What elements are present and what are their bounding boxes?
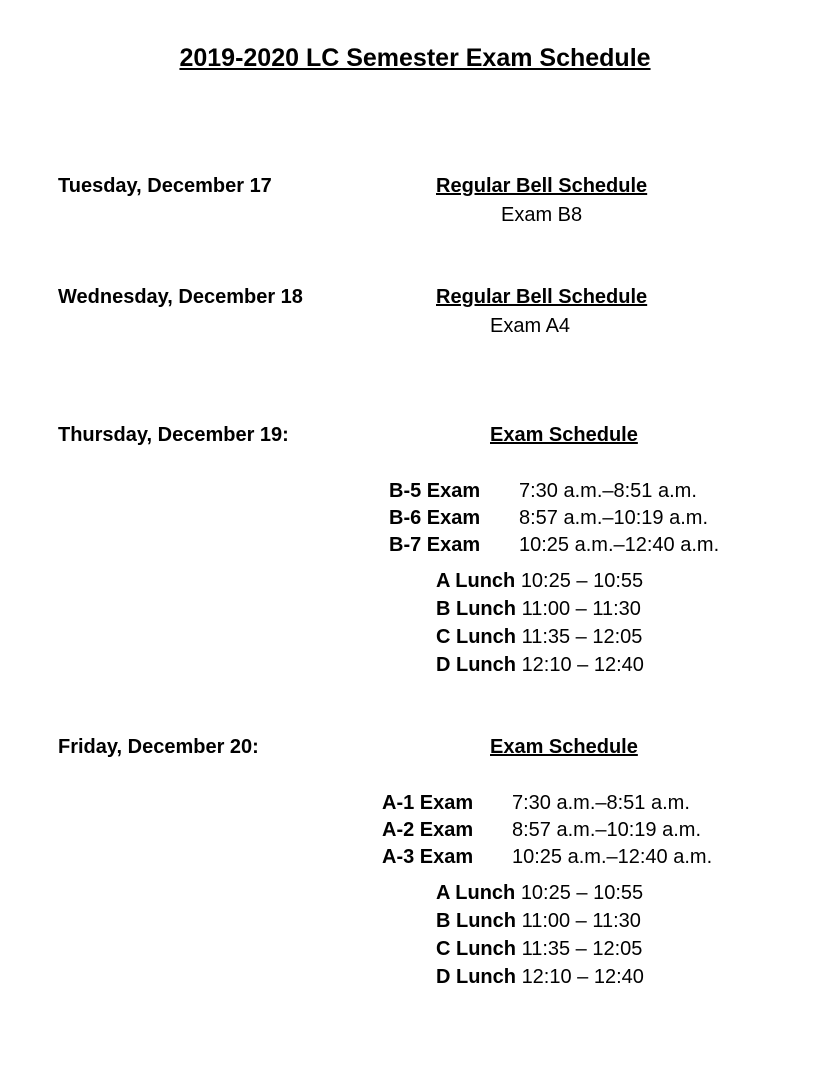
exam-name: A-2 Exam [382, 819, 474, 841]
lunch-row [436, 598, 641, 621]
exam-note-tuesday: Exam B8 [501, 204, 583, 226]
lunch-name: B Lunch [436, 910, 516, 932]
exam-row [382, 792, 690, 815]
exam-time: 7:30 a.m.–8:51 a.m. [519, 480, 697, 502]
lunch-row [436, 626, 642, 649]
exam-row [389, 534, 719, 557]
exam-time: 10:25 a.m.–12:40 a.m. [519, 534, 720, 556]
lunch-name: B Lunch [436, 598, 516, 620]
lunch-name: D Lunch [436, 654, 516, 676]
lunch-time: 10:25 – 10:55 [520, 570, 644, 592]
lunch-name: C Lunch [436, 938, 516, 960]
schedule-heading-tuesday: Regular Bell Schedule [436, 175, 648, 197]
lunch-row [436, 966, 644, 989]
exam-name: A-3 Exam [382, 846, 474, 868]
lunch-time: 11:35 – 12:05 [521, 938, 643, 960]
exam-row [382, 819, 701, 842]
lunch-time: 11:35 – 12:05 [521, 626, 643, 648]
exam-time: 10:25 a.m.–12:40 a.m. [512, 846, 713, 868]
exam-row [389, 507, 708, 530]
page-title: 2019-2020 LC Semester Exam Schedule [179, 44, 651, 72]
lunch-time: 10:25 – 10:55 [520, 882, 644, 904]
exam-name: A-1 Exam [382, 792, 474, 814]
schedule-heading-thursday: Exam Schedule [490, 424, 638, 446]
lunch-time: 12:10 – 12:40 [521, 654, 644, 676]
lunch-time: 11:00 – 11:30 [521, 598, 641, 620]
day-label-friday: Friday, December 20: [58, 736, 259, 758]
lunch-row [436, 938, 642, 961]
lunch-time: 12:10 – 12:40 [521, 966, 644, 988]
exam-time: 8:57 a.m.–10:19 a.m. [519, 507, 709, 529]
exam-name: B-7 Exam [389, 534, 481, 556]
day-label-thursday: Thursday, December 19: [58, 424, 289, 446]
exam-row [382, 846, 712, 869]
exam-time: 7:30 a.m.–8:51 a.m. [512, 792, 690, 814]
day-label-wednesday: Wednesday, December 18 [58, 286, 303, 308]
lunch-row [436, 910, 641, 933]
lunch-row [436, 570, 643, 593]
lunch-time: 11:00 – 11:30 [521, 910, 641, 932]
exam-note-wednesday: Exam A4 [490, 315, 571, 337]
lunch-name: A Lunch [436, 570, 516, 592]
schedule-heading-friday: Exam Schedule [490, 736, 638, 758]
exam-row [389, 480, 697, 503]
lunch-name: A Lunch [436, 882, 516, 904]
exam-name: B-5 Exam [389, 480, 481, 502]
exam-name: B-6 Exam [389, 507, 481, 529]
lunch-row [436, 882, 643, 905]
lunch-row [436, 654, 644, 677]
schedule-heading-wednesday: Regular Bell Schedule [436, 286, 648, 308]
lunch-name: D Lunch [436, 966, 516, 988]
lunch-name: C Lunch [436, 626, 516, 648]
exam-time: 8:57 a.m.–10:19 a.m. [512, 819, 702, 841]
day-label-tuesday: Tuesday, December 17 [58, 175, 272, 197]
